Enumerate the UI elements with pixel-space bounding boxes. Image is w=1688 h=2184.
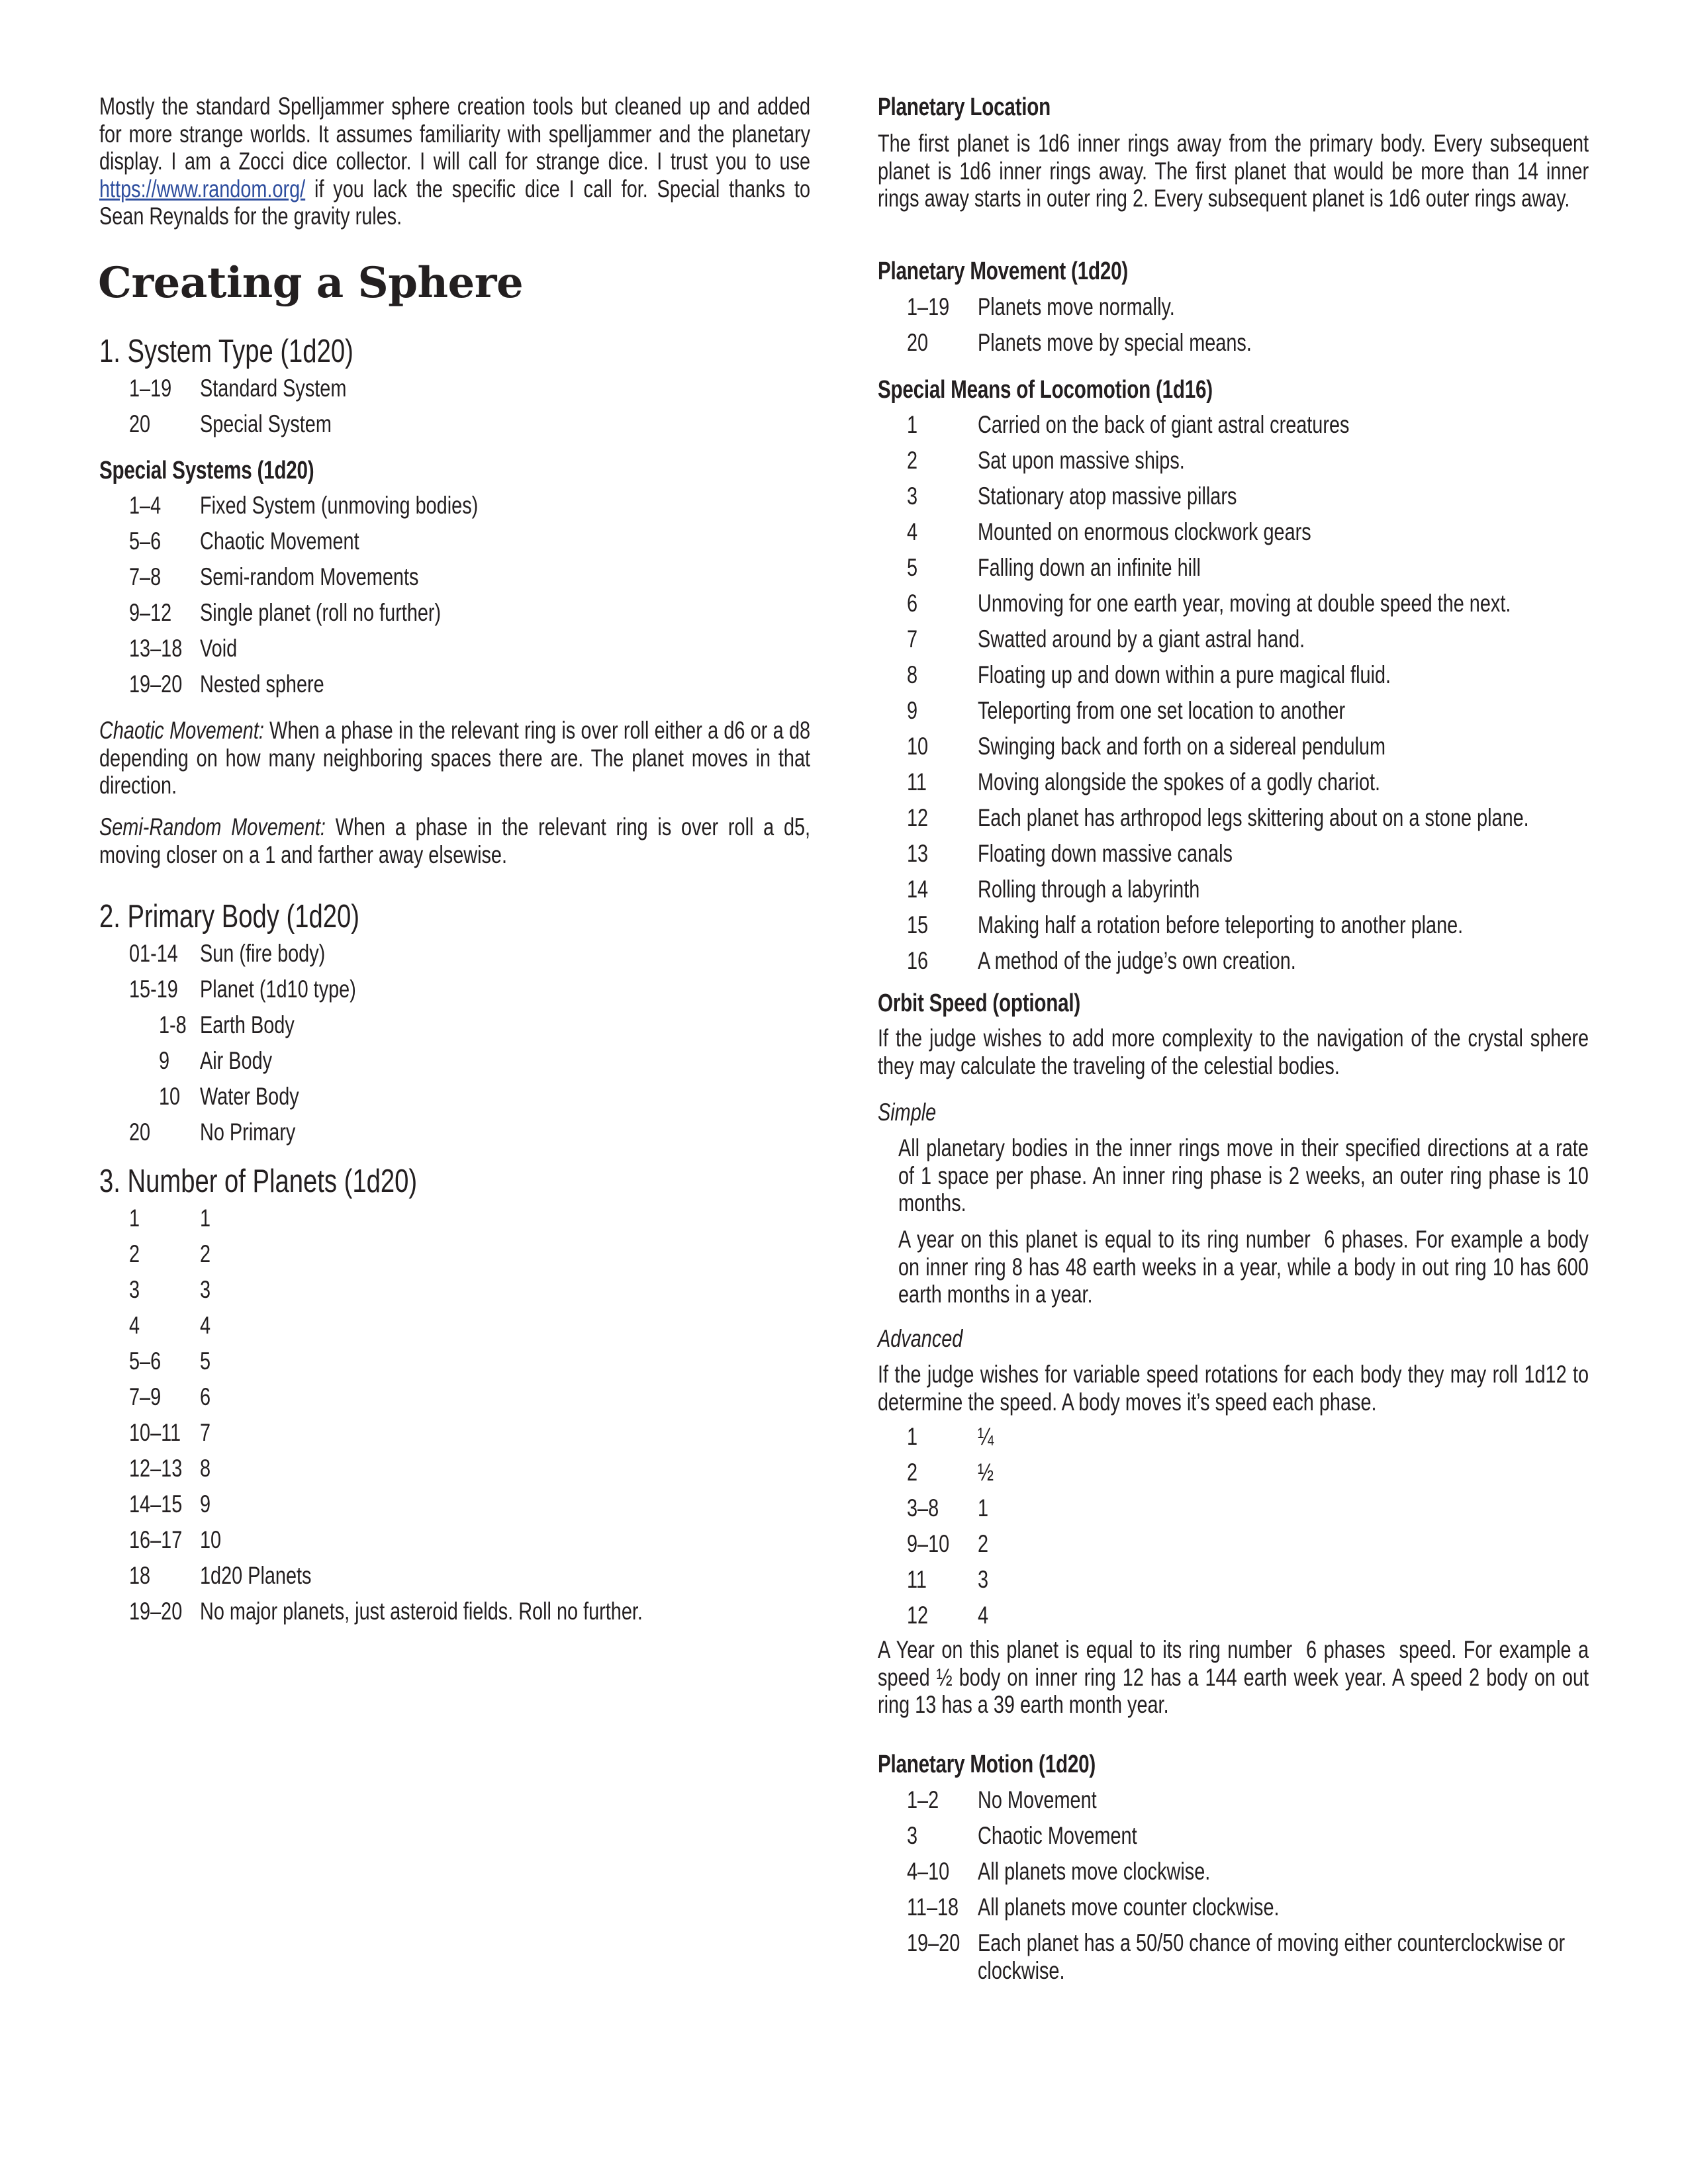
result-text: Falling down an infinite hill: [977, 554, 1201, 581]
roll-value: 11–18: [907, 1893, 959, 1921]
note-label: Chaotic Movement:: [99, 717, 264, 744]
result-text: Void: [199, 635, 238, 662]
roll-value: 20: [129, 1118, 151, 1146]
advanced-paragraph: [878, 1361, 1589, 1416]
simple-subheading: Simple: [878, 1099, 937, 1126]
table-row: [907, 482, 1589, 518]
table-row: [907, 1530, 1589, 1566]
table-row: [907, 1566, 1589, 1602]
table-row: [907, 947, 1589, 983]
number-of-planets-table: [129, 1205, 810, 1633]
result-text: Rolling through a labyrinth: [977, 876, 1200, 903]
section-planetary-movement: [878, 257, 1589, 286]
simple-paragraph-2: [898, 1226, 1594, 1308]
table-row: [907, 447, 1589, 482]
result-text: Stationary atop massive pillars: [977, 482, 1237, 510]
roll-value: 15-19: [129, 976, 178, 1003]
result-text: Special System: [199, 410, 332, 437]
table-row: [129, 1526, 810, 1562]
result-text: Air Body: [199, 1047, 273, 1074]
roll-value: 3–8: [907, 1494, 939, 1522]
title-block: [98, 258, 523, 308]
section-heading: Orbit Speed (optional): [878, 989, 1081, 1017]
roll-value: 13–18: [129, 635, 183, 662]
result-text: Single planet (roll no further): [199, 599, 442, 626]
table-row: [129, 599, 810, 635]
table-row: [907, 697, 1589, 733]
chaotic-movement-note: [99, 717, 810, 799]
result-text: Chaotic Movement: [977, 1822, 1137, 1849]
roll-value: 7: [907, 625, 918, 653]
paragraph: A year on this planet is equal to its ring number 6 phases. For example a body on inner ring 8 has 48 earth weeks in a year, while a body in out ring 10 has 600 earth months in a year.: [898, 1226, 1594, 1308]
roll-value: 9–12: [129, 599, 172, 626]
paragraph: If the judge wishes to add more complexity to the navigation of the crystal sphere they may calculate the traveling of the celestial bodies.: [878, 1024, 1589, 1079]
result-text: Each planet has arthropod legs skittering about on a stone plane.: [977, 804, 1529, 831]
section-heading: Special Means of Locomotion (1d16): [878, 376, 1213, 404]
planetary-movement-table: [907, 293, 1589, 365]
result-text: Unmoving for one earth year, moving at double speed the next.: [977, 590, 1511, 617]
result-text: Chaotic Movement: [199, 527, 359, 555]
result-text: 7: [199, 1419, 211, 1446]
result-text: Planet (1d10 type): [199, 976, 356, 1003]
section-special-systems: [99, 456, 810, 485]
roll-value: 10: [158, 1083, 181, 1110]
note-text: When a phase in the relevant ring is over roll either a d6 or a d8 depending on how many neighboring spaces there are. The planet moves in that direction.: [99, 717, 811, 799]
roll-value: 1–19: [129, 375, 172, 402]
result-text: All planets move counter clockwise.: [977, 1893, 1280, 1921]
simple-paragraph-1: [898, 1134, 1589, 1217]
result-text: No major planets, just asteroid fields. Roll no further.: [199, 1598, 643, 1625]
table-row: [907, 1423, 1589, 1459]
table-row: [907, 1822, 1589, 1858]
table-row: [907, 1929, 1589, 1992]
table-row: [129, 1490, 810, 1526]
result-text: Making half a rotation before teleporting to another plane.: [977, 911, 1464, 938]
result-text: Moving alongside the spokes of a godly chariot.: [977, 768, 1381, 796]
result-text: 1d20 Planets: [199, 1562, 312, 1589]
result-text: Sun (fire body): [199, 940, 326, 967]
table-row: [129, 1383, 810, 1419]
result-text: No Primary: [199, 1118, 296, 1146]
roll-value: 14–15: [129, 1490, 183, 1518]
table-row: [129, 492, 810, 527]
result-text: ½: [977, 1459, 994, 1486]
roll-value: 1–4: [129, 492, 162, 519]
section-orbit-speed: [878, 989, 1589, 1018]
roll-value: 2: [907, 447, 918, 474]
table-row: [907, 293, 1589, 329]
roll-value: 3: [129, 1276, 140, 1303]
table-row: [907, 329, 1589, 365]
roll-value: 19–20: [129, 1598, 183, 1625]
paragraph: The first planet is 1d6 inner rings away from the primary body. Every subsequent planet is 1d6 inner rings away. The first planet that would be more than 14 inner rings away starts in outer ring 2. Every subsequent planet is 1d6 outer rings away.: [878, 130, 1589, 212]
roll-value: 7–9: [129, 1383, 162, 1410]
table-row: [129, 670, 810, 706]
result-text: 4: [977, 1602, 989, 1629]
table-row: [129, 1240, 810, 1276]
roll-value: 20: [907, 329, 929, 356]
roll-value: 9: [158, 1047, 170, 1074]
roll-value: 18: [129, 1562, 151, 1589]
section-heading: 3. Number of Planets (1d20): [99, 1163, 418, 1199]
roll-value: 11: [907, 768, 927, 796]
table-row: [129, 1455, 810, 1490]
roll-value: 5–6: [129, 1347, 162, 1375]
table-row: [907, 1459, 1589, 1494]
table-row: [129, 1562, 810, 1598]
roll-value: 14: [907, 876, 929, 903]
roll-value: 12: [907, 804, 929, 831]
roll-value: 1: [129, 1205, 140, 1232]
table-row: [129, 1276, 810, 1312]
result-text: Water Body: [199, 1083, 299, 1110]
table-row: [907, 590, 1589, 625]
result-text: Standard System: [199, 375, 347, 402]
paragraph: A Year on this planet is equal to its ring number 6 phases speed. For example a speed ½ body on inner ring 12 has a 144 earth week year. A speed 2 body on out ring 13 has a 39 earth month year.: [878, 1636, 1595, 1719]
roll-value: 16–17: [129, 1526, 183, 1553]
page-title: Creating a Sphere: [98, 258, 524, 308]
paragraph: If the judge wishes for variable speed rotations for each body they may roll 1d12 to determine the speed. A body moves it’s speed each phase.: [878, 1361, 1589, 1416]
system-type-table: [129, 375, 810, 446]
table-row: [129, 1118, 810, 1154]
roll-value: 15: [907, 911, 929, 938]
section-heading: Planetary Location: [878, 93, 1051, 121]
special-systems-table: [129, 492, 810, 706]
table-row: [129, 375, 810, 410]
result-text: Swatted around by a giant astral hand.: [977, 625, 1305, 653]
result-text: 10: [199, 1526, 222, 1553]
roll-value: 12–13: [129, 1455, 183, 1482]
result-text: No Movement: [977, 1786, 1097, 1813]
planetary-motion-table: [907, 1786, 1589, 1992]
result-text: Nested sphere: [199, 670, 324, 698]
roll-value: 1-8: [158, 1011, 187, 1038]
advanced-footer: [878, 1636, 1595, 1719]
result-text: Planets move normally.: [977, 293, 1175, 320]
roll-value: 6: [907, 590, 918, 617]
section-primary-body: [99, 898, 810, 935]
section-heading: 2. Primary Body (1d20): [99, 899, 359, 934]
result-text: 3: [977, 1566, 989, 1593]
roll-value: 9–10: [907, 1530, 950, 1557]
result-text: 5: [199, 1347, 211, 1375]
section-system-type: [99, 333, 810, 370]
roll-value: 11: [907, 1566, 927, 1593]
roll-value: 16: [907, 947, 929, 974]
table-row: [129, 563, 810, 599]
roll-value: 13: [907, 840, 929, 867]
table-row: [129, 1083, 810, 1118]
note-label: Semi-Random Movement:: [99, 813, 326, 841]
special-locomotion-table: [907, 411, 1589, 983]
table-row: [129, 1347, 810, 1383]
table-row: [907, 1602, 1589, 1637]
table-row: [129, 1312, 810, 1347]
result-text: Fixed System (unmoving bodies): [199, 492, 479, 519]
table-row: [907, 1494, 1589, 1530]
result-text: 6: [199, 1383, 211, 1410]
roll-value: 10: [907, 733, 929, 760]
roll-value: 19–20: [129, 670, 183, 698]
section-heading: Planetary Movement (1d20): [878, 257, 1128, 285]
table-row: [129, 976, 810, 1011]
section-planetary-location: [878, 93, 1589, 122]
simple-subheading-block: [878, 1098, 1589, 1127]
table-row: [907, 1893, 1589, 1929]
result-text: 2: [977, 1530, 989, 1557]
result-text: Teleporting from one set location to another: [977, 697, 1346, 724]
roll-value: 10–11: [129, 1419, 181, 1446]
result-text: Carried on the back of giant astral creatures: [977, 411, 1350, 438]
section-heading: 1. System Type (1d20): [99, 334, 353, 369]
table-row: [907, 804, 1589, 840]
roll-value: 5: [907, 554, 918, 581]
result-text: A method of the judge’s own creation.: [977, 947, 1296, 974]
roll-value: 12: [907, 1602, 929, 1629]
section-number-of-planets: [99, 1163, 810, 1200]
result-text: 1: [199, 1205, 211, 1232]
intro-text-end: if you lack the specific dice I call for. Special thanks to Sean Reynalds for the gravity rules.: [99, 175, 811, 230]
result-text: 4: [199, 1312, 211, 1339]
orbit-speed-intro: [878, 1024, 1589, 1079]
table-row: [907, 768, 1589, 804]
table-row: [129, 1205, 810, 1240]
result-text: 8: [199, 1455, 211, 1482]
result-text: Semi-random Movements: [199, 563, 419, 590]
roll-value: 20: [129, 410, 151, 437]
table-row: [907, 876, 1589, 911]
result-text: 1: [977, 1494, 989, 1522]
paragraph: All planetary bodies in the inner rings move in their specified directions at a rate of 1 space per phase. An inner ring phase is 2 weeks, an outer ring phase is 10 months.: [898, 1134, 1589, 1217]
table-row: [129, 940, 810, 976]
roll-value: 5–6: [129, 527, 162, 555]
intro-block: [99, 93, 810, 230]
table-row: [129, 1598, 810, 1633]
roll-value: 1–2: [907, 1786, 939, 1813]
table-row: [907, 840, 1589, 876]
result-text: Earth Body: [199, 1011, 295, 1038]
table-row: [129, 527, 810, 563]
result-text: Floating up and down within a pure magical fluid.: [977, 661, 1391, 688]
table-row: [907, 1858, 1589, 1893]
advanced-subheading: Advanced: [878, 1325, 963, 1352]
roll-value: 2: [129, 1240, 140, 1267]
roll-value: 01-14: [129, 940, 178, 967]
roll-value: 8: [907, 661, 918, 688]
section-heading: Planetary Motion (1d20): [878, 1751, 1096, 1778]
primary-body-table: [129, 940, 810, 1154]
section-heading: Special Systems (1d20): [99, 457, 314, 484]
table-row: [907, 625, 1589, 661]
table-row: [129, 635, 810, 670]
roll-value: 4: [129, 1312, 140, 1339]
roll-value: 7–8: [129, 563, 162, 590]
table-row: [129, 1011, 810, 1047]
intro-text: Mostly the standard Spelljammer sphere creation tools but cleaned up and added for more strange worlds. It assumes familiarity with spelljammer and the planetary display. I am a Zocci dice collector. I will call for strange dice. I trust you to use: [99, 93, 811, 175]
roll-value: 2: [907, 1459, 918, 1486]
table-row: [907, 733, 1589, 768]
table-row: [907, 411, 1589, 447]
result-text: 3: [199, 1276, 211, 1303]
roll-value: 4: [907, 518, 918, 545]
advanced-speed-table: [907, 1423, 1589, 1637]
section-special-locomotion: [878, 375, 1589, 404]
result-text: Floating down massive canals: [977, 840, 1233, 867]
result-text: 9: [199, 1490, 211, 1518]
table-row: [907, 911, 1589, 947]
result-text: ¼: [977, 1423, 994, 1450]
roll-value: 9: [907, 697, 918, 724]
roll-value: 1: [907, 411, 918, 438]
table-row: [129, 410, 810, 446]
roll-value: 3: [907, 1822, 918, 1849]
semi-random-movement-note: [99, 813, 810, 868]
roll-value: 1: [907, 1423, 918, 1450]
result-text: Planets move by special means.: [977, 329, 1252, 356]
result-text: Swinging back and forth on a sidereal pendulum: [977, 733, 1386, 760]
planetary-location-text: [878, 130, 1589, 212]
roll-value: 4–10: [907, 1858, 950, 1885]
random-org-link[interactable]: https://www.random.org/: [99, 175, 306, 203]
result-text: Sat upon massive ships.: [977, 447, 1185, 474]
intro-paragraph: [99, 93, 810, 230]
table-row: [907, 518, 1589, 554]
table-row: [129, 1419, 810, 1455]
table-row: [907, 554, 1589, 590]
roll-value: 3: [907, 482, 918, 510]
result-text: Mounted on enormous clockwork gears: [977, 518, 1311, 545]
result-text: 2: [199, 1240, 211, 1267]
table-row: [129, 1047, 810, 1083]
roll-value: 19–20: [907, 1929, 961, 1956]
table-row: [907, 661, 1589, 697]
note-text: When a phase in the relevant ring is over roll a d5, moving closer on a 1 and farther away elsewise.: [99, 813, 811, 868]
result-text: All planets move clockwise.: [977, 1858, 1211, 1885]
advanced-subheading-block: [878, 1324, 1589, 1353]
result-text: Each planet has a 50/50 chance of moving either counterclockwise or clockwise.: [977, 1929, 1566, 1984]
roll-value: 1–19: [907, 293, 950, 320]
section-planetary-motion: [878, 1750, 1589, 1779]
table-row: [907, 1786, 1589, 1822]
